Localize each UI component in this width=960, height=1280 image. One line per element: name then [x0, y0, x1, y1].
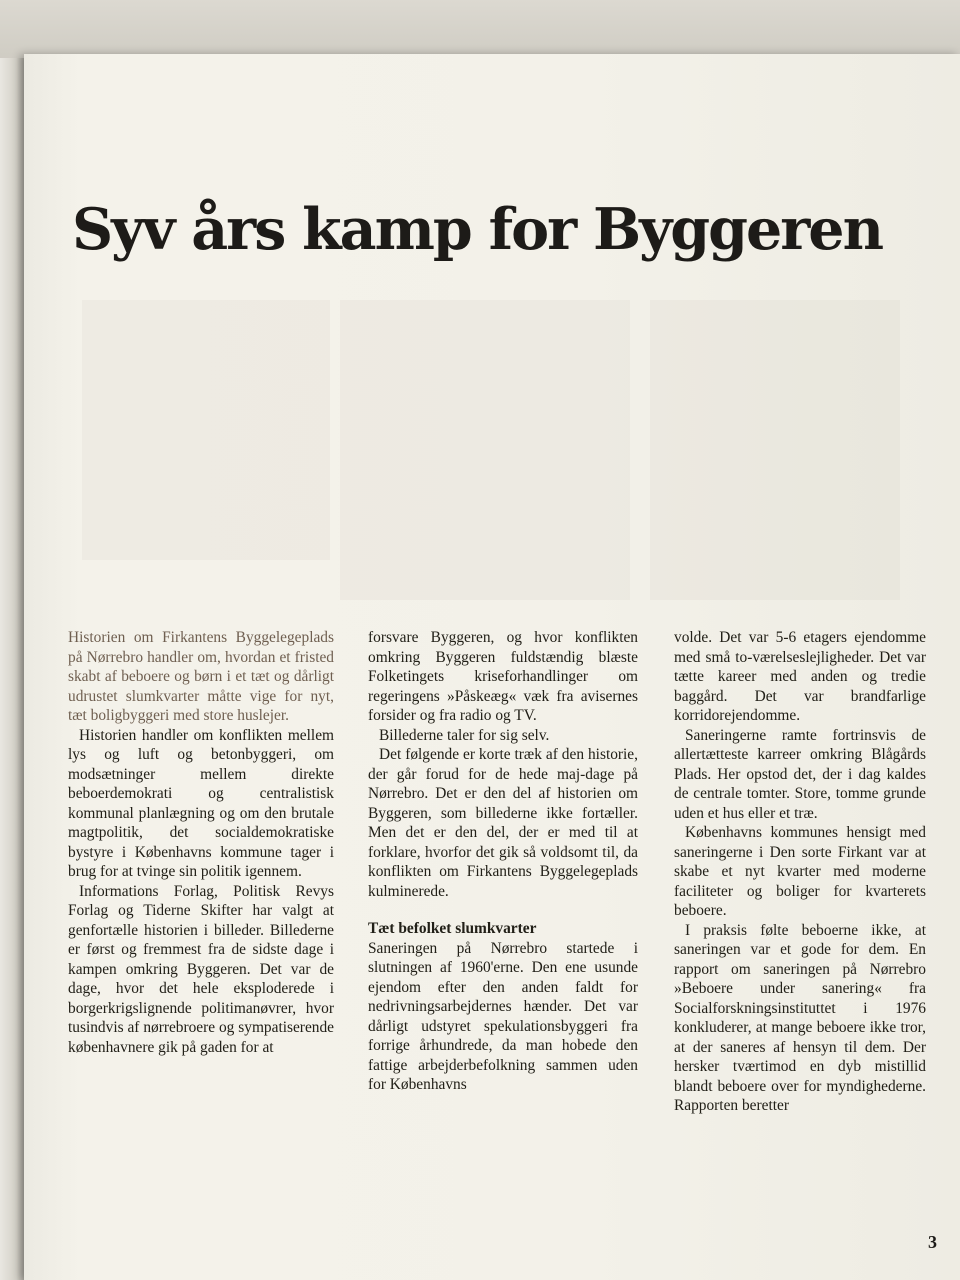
paragraph: Billederne taler for sig selv. [379, 726, 550, 744]
paragraph: Saneringen på Nørrebro startede i slutningen af 1960'erne. Den ene usunde ejendom efter den anden faldt for nedrivningsarbejdernes hænder. Det var dårligt udstyret spekulationsbyggeri fra forrige århundrede, da man hobede den fattige arbejderbefolkning sammen uden for Københavns [368, 939, 638, 1093]
section-subheading: Tæt befolket slumkvarter [368, 920, 537, 937]
paragraph: volde. Det var 5-6 etagers ejendomme med små to-værelseslejligheder. Det var tætte kareer med anden og tredie baggård. Det var brandfarlige korridorejendomme. [674, 629, 926, 724]
text-column-2 [368, 628, 638, 1095]
page-number: 3 [928, 1232, 937, 1252]
paragraph: forsvare Byggeren, og hvor konflikten omkring Byggeren fuldstændig blæste Folketingets kriseforhandlinger om regeringens »Påskeæg« væk fra avisernes forsider og fra radio og TV. [368, 629, 638, 724]
paragraph: Informations Forlag, Politisk Revys Forlag og Tiderne Skifter har valgt at genfortælle historien i billeder. Billederne er først og fremmest fra de sidste dage i kampen omkring Byggeren. Det var de dage, hvor det hele eksploderede i borgerkrigslignende politimanøvrer, hvor tusindvis af nørrebroere og sympatiserende københavnere gik på gaden for at [68, 882, 334, 1056]
show-through-image-left [82, 300, 330, 560]
article-title: Syv års kamp for Byggeren [72, 196, 883, 263]
text-column-1 [68, 628, 334, 1057]
paragraph: I praksis følte beboerne ikke, at saneringen var et gode for dem. En rapport om saneringen på Nørrebro »Beboere under sanering« fra Socialforskningsinstituttet i 1976 konkluderer, at mange beboere ikke tror, at der saneres af hensyn til dem. Der hersker tværtimod en dyb mistillid blandt beboere over for myndighederne. Rapporten beretter [674, 921, 926, 1114]
paragraph: Det følgende er korte træk af den historie, der går forud for de hede maj-dage på Nørrebro. Det er den del af historien om Byggeren, som billederne ikke fortæller. Men det er den del, der er med til at forklare, hvorfor det gik så voldsomt til, da konflikten om Firkantens Byggelegeplads kulminerede. [368, 746, 638, 900]
paragraph: Historien handler om konflikten mellem lys og luft og betonbyggeri, om modsætninger mellem direkte beboerdemokrati og centralistisk kommunal planlægning og om den brutale magtpolitik, det socialdemokratiske bystyre i Københavns kommune tager i brug for at tvinge sin politik igennem. [68, 726, 334, 880]
paragraph: Historien om Firkantens Byggelegeplads på Nørrebro handler om, hvordan et fristed skabt af beboere og børn i et tæt og dårligt udrustet slumkvarter måtte vige for nyt, tæt boligbyggeri med store huslejer. [68, 629, 334, 724]
show-through-image-right [650, 300, 900, 600]
paragraph: Københavns kommunes hensigt med saneringerne i Den sorte Firkant var at skabe et nyt kvarter med moderne faciliteter og boliger for kvarterets beboere. [674, 824, 926, 919]
show-through-image-middle [340, 300, 630, 600]
text-column-3 [674, 628, 926, 1116]
paragraph: Saneringerne ramte fortrinsvis de allertætteste karreer omkring Blågårds Plads. Her opstod det, der i dag kaldes de centrale tomter. Store, tomme grunde uden et hus eller et træ. [674, 726, 926, 822]
